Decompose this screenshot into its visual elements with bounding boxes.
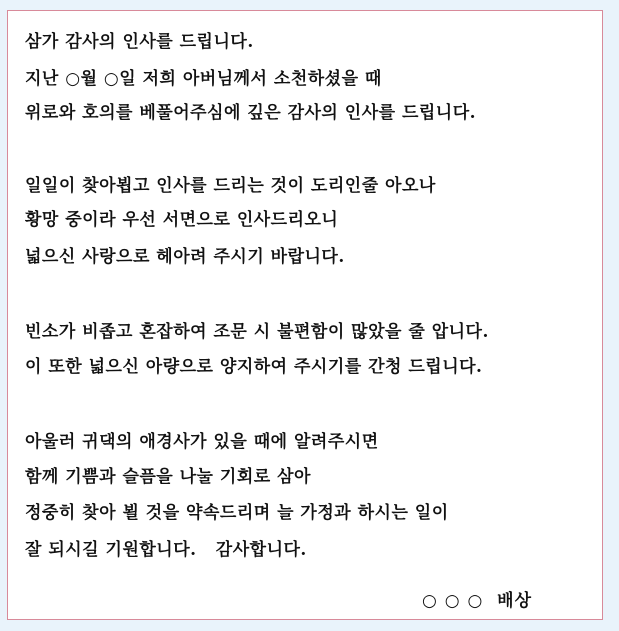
signature: ○ ○ ○ 배상 [422, 591, 533, 611]
greeting-line: 삼가 감사의 인사를 드립니다. [25, 32, 254, 52]
letter-line: 위로와 호의를 베풀어주심에 깊은 감사의 인사를 드립니다. [25, 103, 477, 123]
letter-line: 지난 ○월 ○일 저희 아버님께서 소천하셨을 때 [25, 69, 382, 89]
letter-line: 황망 중이라 우선 서면으로 인사드리오니 [25, 210, 339, 230]
letter-line: 빈소가 비좁고 혼잡하여 조문 시 불편함이 많았을 줄 압니다. [25, 322, 489, 342]
letter-line: 일일이 찾아뵙고 인사를 드리는 것이 도리인줄 아오나 [25, 176, 436, 196]
letter-line: 정중히 찾아 뵐 것을 약속드리며 늘 가정과 하시는 일이 [25, 503, 449, 523]
letter-line: 함께 기쁨과 슬픔을 나눌 기회로 삼아 [25, 467, 311, 487]
letter-line: 아울러 귀댁의 애경사가 있을 때에 알려주시면 [25, 432, 379, 452]
letter-line: 넓으신 사랑으로 헤아려 주시기 바랍니다. [25, 247, 345, 267]
letter-line: 이 또한 넓으신 아량으로 양지하여 주시기를 간청 드립니다. [25, 357, 483, 377]
letter-card [7, 10, 603, 620]
closing-line: 잘 되시길 기원합니다. 감사합니다. [25, 540, 307, 560]
